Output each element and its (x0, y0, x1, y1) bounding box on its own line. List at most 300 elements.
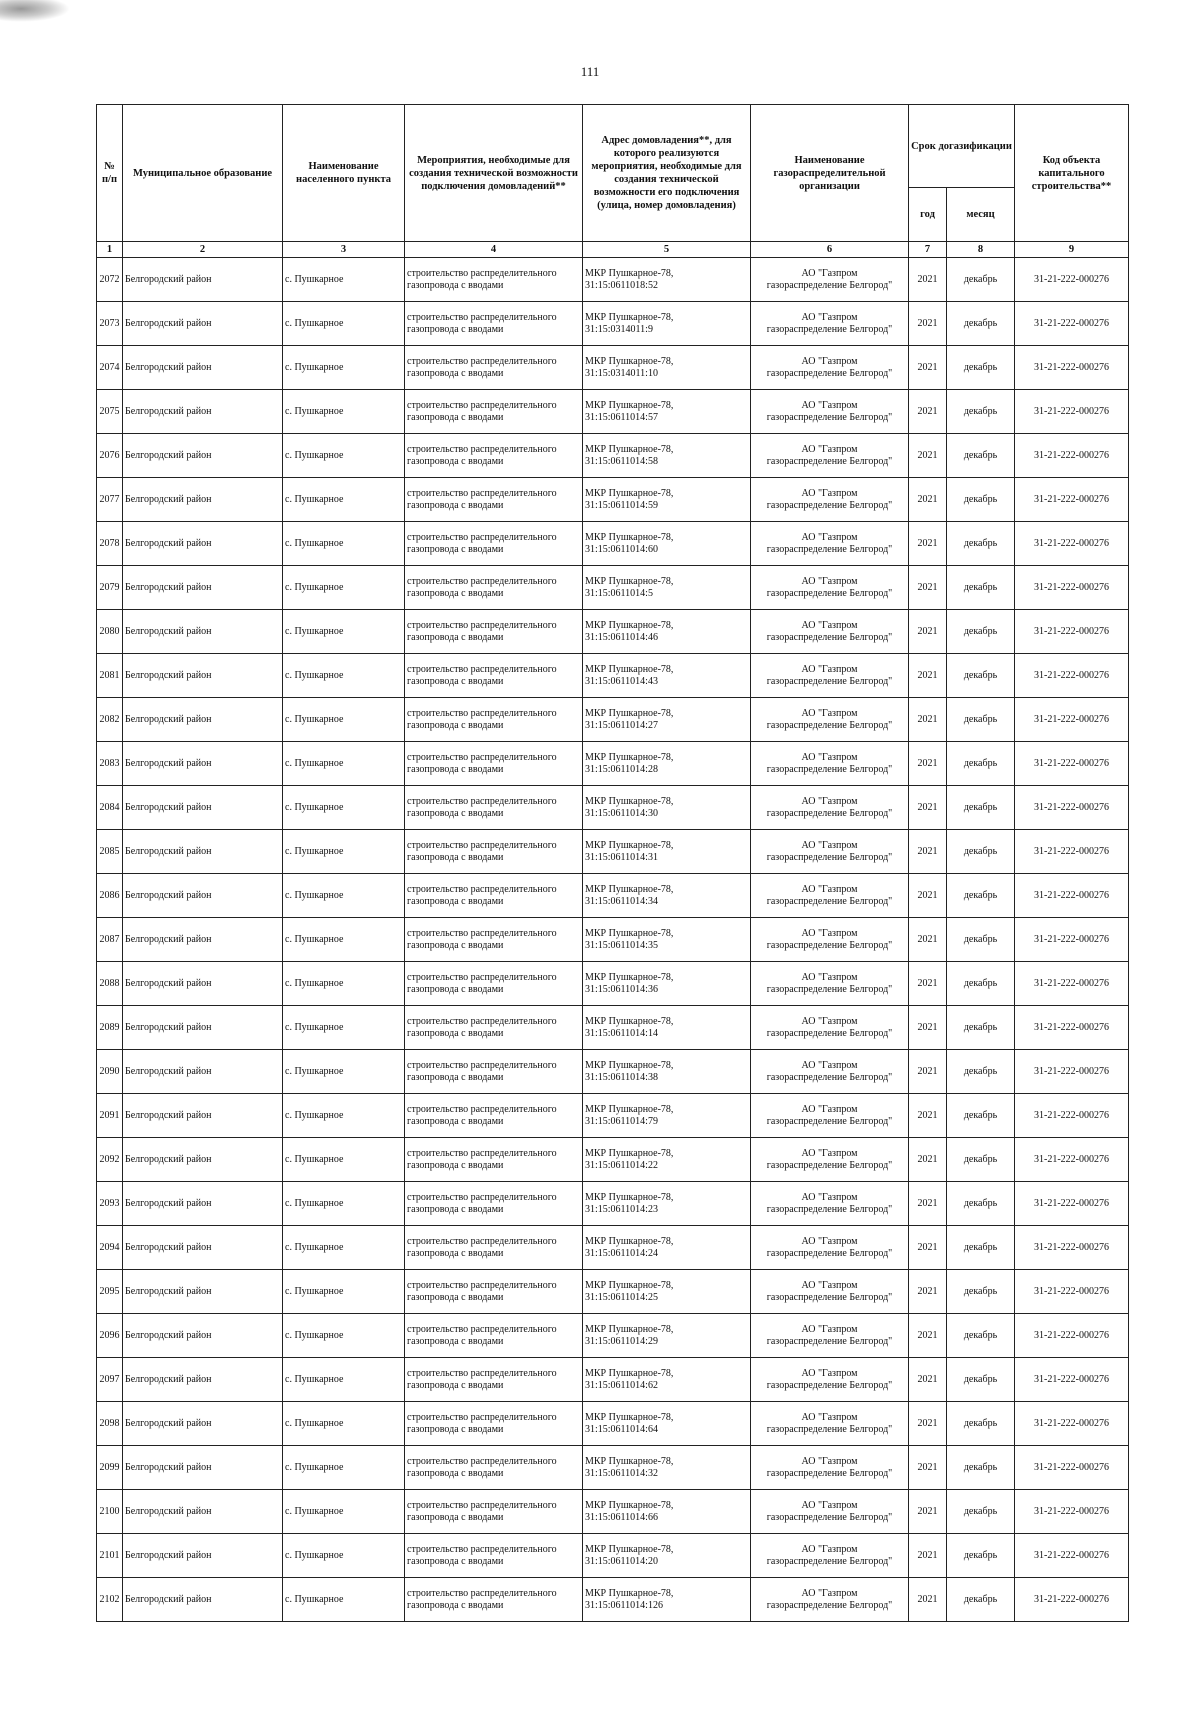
row-municipality: Белгородский район (123, 1138, 283, 1182)
row-measures (405, 1490, 583, 1534)
row-organization (751, 830, 909, 874)
row-organization-line-2: газораспределение Белгород" (766, 367, 893, 379)
row-number: 2077 (97, 478, 123, 522)
row-address-line-1: МКР Пушкарное-78, (585, 663, 674, 675)
row-organization (751, 698, 909, 742)
row-measures-line-1: строительство распределительного (407, 1499, 557, 1511)
table-row (97, 1182, 1129, 1226)
row-year: 2021 (909, 1006, 947, 1050)
row-measures (405, 874, 583, 918)
row-month: декабрь (947, 302, 1015, 346)
row-year: 2021 (909, 1050, 947, 1094)
row-organization-line-1: АО "Газпром (801, 795, 858, 807)
column-number: 8 (947, 242, 1015, 258)
row-month: декабрь (947, 830, 1015, 874)
row-organization-line-2: газораспределение Белгород" (766, 1423, 893, 1435)
row-organization (751, 874, 909, 918)
row-object-code: 31-21-222-000276 (1015, 566, 1129, 610)
row-measures (405, 918, 583, 962)
row-organization-line-1: АО "Газпром (801, 927, 858, 939)
row-organization (751, 1226, 909, 1270)
row-year: 2021 (909, 1314, 947, 1358)
row-number: 2091 (97, 1094, 123, 1138)
row-municipality: Белгородский район (123, 1578, 283, 1622)
row-organization (751, 522, 909, 566)
row-measures (405, 1534, 583, 1578)
row-address-line-1: МКР Пушкарное-78, (585, 1191, 674, 1203)
row-measures-line-1: строительство распределительного (407, 1543, 557, 1555)
row-municipality: Белгородский район (123, 1314, 283, 1358)
table-row (97, 1534, 1129, 1578)
row-municipality: Белгородский район (123, 302, 283, 346)
row-organization-line-1: АО "Газпром (801, 839, 858, 851)
table-row (97, 1446, 1129, 1490)
row-organization-line-2: газораспределение Белгород" (766, 1071, 893, 1083)
table-row (97, 874, 1129, 918)
table-row (97, 698, 1129, 742)
row-address (583, 346, 751, 390)
row-organization-line-2: газораспределение Белгород" (766, 1291, 893, 1303)
row-measures-line-1: строительство распределительного (407, 311, 557, 323)
row-address (583, 874, 751, 918)
column-number: 3 (283, 242, 405, 258)
row-locality: с. Пушкарное (283, 346, 405, 390)
row-measures-line-1: строительство распределительного (407, 751, 557, 763)
row-month: декабрь (947, 1358, 1015, 1402)
row-measures-line-2: газопровода с вводами (407, 1335, 504, 1347)
row-number: 2102 (97, 1578, 123, 1622)
row-organization-line-2: газораспределение Белгород" (766, 1159, 893, 1171)
row-municipality: Белгородский район (123, 1182, 283, 1226)
row-month: декабрь (947, 1050, 1015, 1094)
row-measures (405, 390, 583, 434)
row-address (583, 1578, 751, 1622)
row-organization (751, 1402, 909, 1446)
row-organization-line-1: АО "Газпром (801, 443, 858, 455)
row-locality: с. Пушкарное (283, 1490, 405, 1534)
row-object-code: 31-21-222-000276 (1015, 1490, 1129, 1534)
row-address-line-2: 31:15:0611014:20 (585, 1555, 658, 1567)
row-municipality: Белгородский район (123, 918, 283, 962)
table-row (97, 346, 1129, 390)
row-measures (405, 962, 583, 1006)
row-month: декабрь (947, 434, 1015, 478)
row-organization-line-1: АО "Газпром (801, 1191, 858, 1203)
row-organization (751, 390, 909, 434)
row-organization (751, 1182, 909, 1226)
row-address-line-1: МКР Пушкарное-78, (585, 619, 674, 631)
row-address-line-1: МКР Пушкарное-78, (585, 311, 674, 323)
row-object-code: 31-21-222-000276 (1015, 1226, 1129, 1270)
row-address-line-1: МКР Пушкарное-78, (585, 531, 674, 543)
row-organization-line-2: газораспределение Белгород" (766, 1335, 893, 1347)
row-measures-line-1: строительство распределительного (407, 575, 557, 587)
row-address-line-1: МКР Пушкарное-78, (585, 707, 674, 719)
header-organization: Наименование газораспределительной организации (751, 105, 909, 242)
row-address-line-2: 31:15:0611014:14 (585, 1027, 658, 1039)
row-year: 2021 (909, 346, 947, 390)
row-year: 2021 (909, 1534, 947, 1578)
row-number: 2078 (97, 522, 123, 566)
table-row (97, 962, 1129, 1006)
row-measures-line-2: газопровода с вводами (407, 939, 504, 951)
row-address-line-1: МКР Пушкарное-78, (585, 971, 674, 983)
row-organization-line-1: АО "Газпром (801, 1279, 858, 1291)
row-address (583, 1270, 751, 1314)
row-year: 2021 (909, 1578, 947, 1622)
row-address-line-2: 31:15:0611014:60 (585, 543, 658, 555)
row-object-code: 31-21-222-000276 (1015, 874, 1129, 918)
row-locality: с. Пушкарное (283, 302, 405, 346)
row-month: декабрь (947, 1446, 1015, 1490)
row-locality: с. Пушкарное (283, 1314, 405, 1358)
row-address-line-2: 31:15:0611014:5 (585, 587, 653, 599)
column-number: 2 (123, 242, 283, 258)
row-number: 2087 (97, 918, 123, 962)
row-organization (751, 258, 909, 302)
row-month: декабрь (947, 1534, 1015, 1578)
row-measures-line-2: газопровода с вводами (407, 851, 504, 863)
header-object-code: Код объекта капитального строительства** (1015, 105, 1129, 242)
row-measures (405, 654, 583, 698)
row-measures-line-1: строительство распределительного (407, 399, 557, 411)
row-locality: с. Пушкарное (283, 1226, 405, 1270)
column-number: 1 (97, 242, 123, 258)
row-address-line-1: МКР Пушкарное-78, (585, 487, 674, 499)
row-measures (405, 258, 583, 302)
table-row (97, 1094, 1129, 1138)
row-organization-line-1: АО "Газпром (801, 619, 858, 631)
row-measures-line-2: газопровода с вводами (407, 1379, 504, 1391)
row-organization-line-1: АО "Газпром (801, 575, 858, 587)
row-organization-line-2: газораспределение Белгород" (766, 983, 893, 995)
row-locality: с. Пушкарное (283, 1402, 405, 1446)
row-year: 2021 (909, 1138, 947, 1182)
row-measures (405, 1094, 583, 1138)
row-locality: с. Пушкарное (283, 258, 405, 302)
row-organization (751, 302, 909, 346)
row-number: 2080 (97, 610, 123, 654)
row-address-line-2: 31:15:0611014:79 (585, 1115, 658, 1127)
row-organization (751, 786, 909, 830)
row-organization-line-2: газораспределение Белгород" (766, 1115, 893, 1127)
row-organization (751, 918, 909, 962)
row-measures (405, 522, 583, 566)
row-locality: с. Пушкарное (283, 1358, 405, 1402)
row-measures-line-1: строительство распределительного (407, 1455, 557, 1467)
table-row (97, 742, 1129, 786)
row-measures (405, 1050, 583, 1094)
row-organization (751, 1534, 909, 1578)
row-year: 2021 (909, 610, 947, 654)
row-measures-line-1: строительство распределительного (407, 619, 557, 631)
row-year: 2021 (909, 786, 947, 830)
table-row (97, 830, 1129, 874)
row-measures-line-2: газопровода с вводами (407, 1599, 504, 1611)
row-object-code: 31-21-222-000276 (1015, 1094, 1129, 1138)
row-measures (405, 610, 583, 654)
row-address (583, 302, 751, 346)
row-organization-line-1: АО "Газпром (801, 1235, 858, 1247)
row-address (583, 1446, 751, 1490)
row-object-code: 31-21-222-000276 (1015, 830, 1129, 874)
row-measures-line-1: строительство распределительного (407, 883, 557, 895)
row-organization-line-1: АО "Газпром (801, 1587, 858, 1599)
row-object-code: 31-21-222-000276 (1015, 1402, 1129, 1446)
row-measures (405, 1446, 583, 1490)
row-address-line-1: МКР Пушкарное-78, (585, 1411, 674, 1423)
row-number: 2089 (97, 1006, 123, 1050)
row-measures-line-1: строительство распределительного (407, 267, 557, 279)
row-measures-line-1: строительство распределительного (407, 1147, 557, 1159)
row-organization-line-1: АО "Газпром (801, 1103, 858, 1115)
row-organization (751, 566, 909, 610)
row-year: 2021 (909, 918, 947, 962)
row-month: декабрь (947, 1094, 1015, 1138)
row-address-line-2: 31:15:0611014:126 (585, 1599, 663, 1611)
table-row (97, 478, 1129, 522)
row-month: декабрь (947, 1270, 1015, 1314)
row-year: 2021 (909, 1182, 947, 1226)
row-organization-line-1: АО "Газпром (801, 487, 858, 499)
page-number: 111 (580, 64, 600, 79)
row-locality: с. Пушкарное (283, 830, 405, 874)
row-year: 2021 (909, 1094, 947, 1138)
row-organization (751, 1050, 909, 1094)
row-address-line-2: 31:15:0611014:23 (585, 1203, 658, 1215)
row-municipality: Белгородский район (123, 742, 283, 786)
row-address-line-1: МКР Пушкарное-78, (585, 927, 674, 939)
row-address-line-1: МКР Пушкарное-78, (585, 575, 674, 587)
row-measures-line-1: строительство распределительного (407, 1191, 557, 1203)
row-number: 2079 (97, 566, 123, 610)
row-organization-line-1: АО "Газпром (801, 1499, 858, 1511)
row-measures-line-1: строительство распределительного (407, 1279, 557, 1291)
row-measures (405, 478, 583, 522)
row-measures-line-2: газопровода с вводами (407, 807, 504, 819)
row-measures (405, 698, 583, 742)
row-address-line-1: МКР Пушкарное-78, (585, 399, 674, 411)
row-month: декабрь (947, 1314, 1015, 1358)
row-organization-line-2: газораспределение Белгород" (766, 807, 893, 819)
row-address-line-2: 31:15:0611014:36 (585, 983, 658, 995)
row-measures (405, 1270, 583, 1314)
row-month: декабрь (947, 918, 1015, 962)
row-number: 2095 (97, 1270, 123, 1314)
row-locality: с. Пушкарное (283, 1006, 405, 1050)
row-locality: с. Пушкарное (283, 1182, 405, 1226)
row-organization-line-2: газораспределение Белгород" (766, 631, 893, 643)
row-locality: с. Пушкарное (283, 434, 405, 478)
row-measures-line-1: строительство распределительного (407, 1411, 557, 1423)
row-measures-line-2: газопровода с вводами (407, 323, 504, 335)
row-year: 2021 (909, 1226, 947, 1270)
row-address-line-2: 31:15:0611014:28 (585, 763, 658, 775)
row-organization-line-2: газораспределение Белгород" (766, 1203, 893, 1215)
row-object-code: 31-21-222-000276 (1015, 1578, 1129, 1622)
row-year: 2021 (909, 1446, 947, 1490)
row-number: 2074 (97, 346, 123, 390)
row-organization-line-2: газораспределение Белгород" (766, 323, 893, 335)
row-locality: с. Пушкарное (283, 1578, 405, 1622)
row-organization-line-1: АО "Газпром (801, 1059, 858, 1071)
row-address-line-2: 31:15:0611014:46 (585, 631, 658, 643)
row-object-code: 31-21-222-000276 (1015, 1050, 1129, 1094)
row-object-code: 31-21-222-000276 (1015, 610, 1129, 654)
row-organization (751, 1490, 909, 1534)
row-address (583, 522, 751, 566)
row-measures-line-2: газопровода с вводами (407, 1291, 504, 1303)
table-row (97, 522, 1129, 566)
row-object-code: 31-21-222-000276 (1015, 478, 1129, 522)
row-address (583, 1314, 751, 1358)
row-object-code: 31-21-222-000276 (1015, 962, 1129, 1006)
row-organization-line-2: газораспределение Белгород" (766, 895, 893, 907)
row-address (583, 258, 751, 302)
row-municipality: Белгородский район (123, 522, 283, 566)
row-month: декабрь (947, 1490, 1015, 1534)
row-address-line-1: МКР Пушкарное-78, (585, 1543, 674, 1555)
row-year: 2021 (909, 654, 947, 698)
row-measures-line-2: газопровода с вводами (407, 895, 504, 907)
row-organization-line-2: газораспределение Белгород" (766, 411, 893, 423)
row-municipality: Белгородский район (123, 1006, 283, 1050)
row-number: 2082 (97, 698, 123, 742)
row-object-code: 31-21-222-000276 (1015, 742, 1129, 786)
row-measures-line-1: строительство распределительного (407, 707, 557, 719)
row-measures-line-1: строительство распределительного (407, 355, 557, 367)
row-object-code: 31-21-222-000276 (1015, 390, 1129, 434)
row-object-code: 31-21-222-000276 (1015, 1270, 1129, 1314)
row-measures-line-2: газопровода с вводами (407, 675, 504, 687)
row-municipality: Белгородский район (123, 1358, 283, 1402)
row-address-line-1: МКР Пушкарное-78, (585, 1059, 674, 1071)
row-organization (751, 1358, 909, 1402)
row-object-code: 31-21-222-000276 (1015, 918, 1129, 962)
row-municipality: Белгородский район (123, 1226, 283, 1270)
row-locality: с. Пушкарное (283, 1270, 405, 1314)
row-address-line-2: 31:15:0611014:27 (585, 719, 658, 731)
row-address-line-2: 31:15:0611014:30 (585, 807, 658, 819)
row-year: 2021 (909, 1490, 947, 1534)
row-year: 2021 (909, 698, 947, 742)
row-locality: с. Пушкарное (283, 478, 405, 522)
row-year: 2021 (909, 1270, 947, 1314)
row-municipality: Белгородский район (123, 1534, 283, 1578)
row-address-line-2: 31:15:0611014:38 (585, 1071, 658, 1083)
row-organization-line-2: газораспределение Белгород" (766, 455, 893, 467)
row-organization-line-2: газораспределение Белгород" (766, 851, 893, 863)
row-municipality: Белгородский район (123, 1446, 283, 1490)
row-organization (751, 1578, 909, 1622)
row-address-line-1: МКР Пушкарное-78, (585, 795, 674, 807)
row-year: 2021 (909, 962, 947, 1006)
row-address (583, 610, 751, 654)
row-number: 2083 (97, 742, 123, 786)
row-number: 2093 (97, 1182, 123, 1226)
row-address-line-2: 31:15:0611014:34 (585, 895, 658, 907)
row-locality: с. Пушкарное (283, 1094, 405, 1138)
row-month: декабрь (947, 258, 1015, 302)
gasification-table (96, 104, 1129, 1622)
row-address-line-2: 31:15:0611014:29 (585, 1335, 658, 1347)
row-number: 2085 (97, 830, 123, 874)
row-address (583, 478, 751, 522)
table-row (97, 1226, 1129, 1270)
table-row (97, 1402, 1129, 1446)
row-number: 2084 (97, 786, 123, 830)
row-month: декабрь (947, 1402, 1015, 1446)
row-address (583, 1534, 751, 1578)
row-year: 2021 (909, 1402, 947, 1446)
row-address-line-1: МКР Пушкарное-78, (585, 443, 674, 455)
row-organization-line-1: АО "Газпром (801, 531, 858, 543)
row-organization-line-1: АО "Газпром (801, 1455, 858, 1467)
row-measures-line-1: строительство распределительного (407, 1323, 557, 1335)
row-address-line-2: 31:15:0611018:52 (585, 279, 658, 291)
row-measures (405, 1578, 583, 1622)
row-locality: с. Пушкарное (283, 1050, 405, 1094)
row-measures-line-1: строительство распределительного (407, 1587, 557, 1599)
table-row (97, 258, 1129, 302)
row-municipality: Белгородский район (123, 830, 283, 874)
row-address-line-2: 31:15:0314011:10 (585, 367, 658, 379)
row-locality: с. Пушкарное (283, 1446, 405, 1490)
row-municipality: Белгородский район (123, 1270, 283, 1314)
row-municipality: Белгородский район (123, 962, 283, 1006)
row-address-line-2: 31:15:0611014:58 (585, 455, 658, 467)
row-address (583, 698, 751, 742)
table-row (97, 1270, 1129, 1314)
row-address-line-2: 31:15:0611014:31 (585, 851, 658, 863)
row-address-line-1: МКР Пушкарное-78, (585, 1235, 674, 1247)
row-address (583, 654, 751, 698)
table-row (97, 1050, 1129, 1094)
row-measures (405, 1006, 583, 1050)
row-locality: с. Пушкарное (283, 390, 405, 434)
row-organization-line-1: АО "Газпром (801, 1015, 858, 1027)
row-number: 2090 (97, 1050, 123, 1094)
row-month: декабрь (947, 346, 1015, 390)
row-measures-line-2: газопровода с вводами (407, 1467, 504, 1479)
row-object-code: 31-21-222-000276 (1015, 258, 1129, 302)
row-measures-line-2: газопровода с вводами (407, 1555, 504, 1567)
row-month: декабрь (947, 874, 1015, 918)
row-organization-line-1: АО "Газпром (801, 267, 858, 279)
header-term: Срок догазификации (909, 105, 1015, 188)
row-measures (405, 566, 583, 610)
row-address (583, 1402, 751, 1446)
row-number: 2092 (97, 1138, 123, 1182)
row-locality: с. Пушкарное (283, 698, 405, 742)
row-measures-line-2: газопровода с вводами (407, 1203, 504, 1215)
row-object-code: 31-21-222-000276 (1015, 434, 1129, 478)
row-measures (405, 1314, 583, 1358)
row-municipality: Белгородский район (123, 1490, 283, 1534)
header-no: № п/п (97, 105, 123, 242)
row-address-line-2: 31:15:0611014:35 (585, 939, 658, 951)
row-municipality: Белгородский район (123, 434, 283, 478)
row-address (583, 390, 751, 434)
row-address-line-2: 31:15:0314011:9 (585, 323, 653, 335)
row-address (583, 566, 751, 610)
row-object-code: 31-21-222-000276 (1015, 786, 1129, 830)
column-number: 5 (583, 242, 751, 258)
row-number: 2100 (97, 1490, 123, 1534)
row-month: декабрь (947, 698, 1015, 742)
row-municipality: Белгородский район (123, 566, 283, 610)
row-year: 2021 (909, 390, 947, 434)
